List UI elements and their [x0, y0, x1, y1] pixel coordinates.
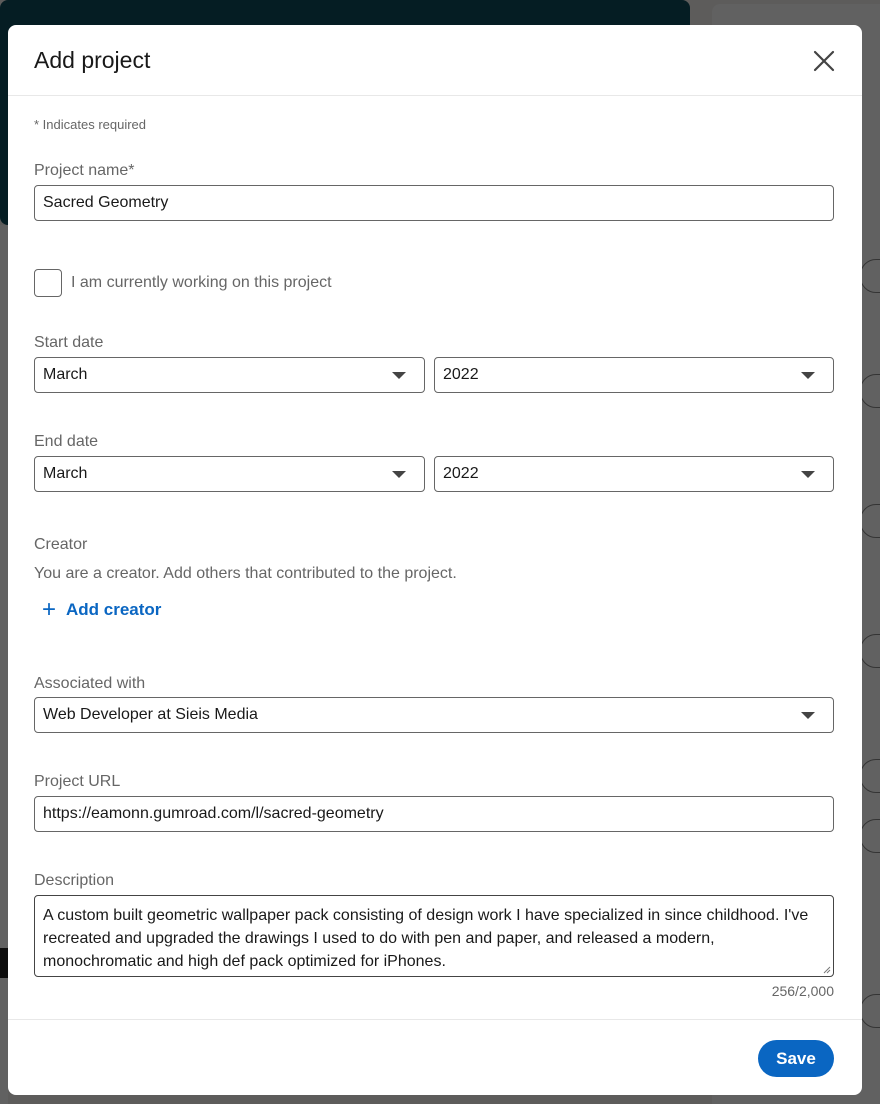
end-month-select[interactable]	[34, 456, 425, 492]
description-value: A custom built geometric wallpaper pack consisting of design work I have specialized in since childhood. I've recreated and upgraded the drawings I used to do with pen and paper, and released a modern, monochromatic and high def pack optimized for iPhones.	[43, 907, 809, 970]
project-url-value: https://eamonn.gumroad.com/l/sacred-geometry	[43, 805, 384, 822]
description-textarea[interactable]	[34, 895, 834, 977]
resize-grip-icon[interactable]	[823, 966, 831, 974]
chevron-down-icon	[801, 712, 815, 719]
end-month-value: March	[43, 465, 88, 482]
close-icon	[813, 50, 835, 72]
project-name-value: Sacred Geometry	[43, 194, 169, 211]
chevron-down-icon	[801, 372, 815, 379]
end-date-label: End date	[34, 433, 99, 450]
dialog-header	[8, 25, 862, 96]
end-year-select[interactable]	[434, 456, 834, 492]
currently-working-row	[34, 269, 332, 297]
dialog-footer	[8, 1019, 862, 1095]
add-project-dialog	[8, 25, 862, 1095]
chevron-down-icon	[392, 471, 406, 478]
start-month-select[interactable]	[34, 357, 425, 393]
project-name-label: Project name*	[34, 162, 135, 179]
chevron-down-icon	[801, 471, 815, 478]
creator-label: Creator	[34, 536, 88, 553]
currently-working-label[interactable]: I am currently working on this project	[71, 274, 332, 291]
plus-icon: +	[42, 596, 57, 623]
add-creator-button[interactable]	[42, 598, 161, 622]
associated-with-value: Web Developer at Sieis Media	[43, 706, 258, 723]
associated-with-label: Associated with	[34, 675, 146, 692]
start-month-value: March	[43, 366, 88, 383]
start-year-value: 2022	[443, 366, 479, 383]
required-note: * Indicates required	[34, 117, 147, 132]
creator-help-text: You are a creator. Add others that contributed to the project.	[34, 565, 457, 582]
chevron-down-icon	[392, 372, 406, 379]
start-year-select[interactable]	[434, 357, 834, 393]
associated-with-select[interactable]	[34, 697, 834, 733]
description-char-count: 256/2,000	[771, 983, 834, 999]
currently-working-checkbox[interactable]	[34, 269, 62, 297]
dialog-title: Add project	[34, 47, 151, 73]
project-name-input[interactable]	[34, 185, 834, 221]
save-button[interactable]: Save	[758, 1040, 834, 1077]
close-button[interactable]	[808, 45, 840, 77]
project-url-label: Project URL	[34, 773, 121, 790]
add-creator-label: Add creator	[66, 600, 162, 619]
project-url-input[interactable]	[34, 796, 834, 832]
description-label: Description	[34, 872, 115, 889]
end-year-value: 2022	[443, 465, 479, 482]
start-date-label: Start date	[34, 334, 104, 351]
